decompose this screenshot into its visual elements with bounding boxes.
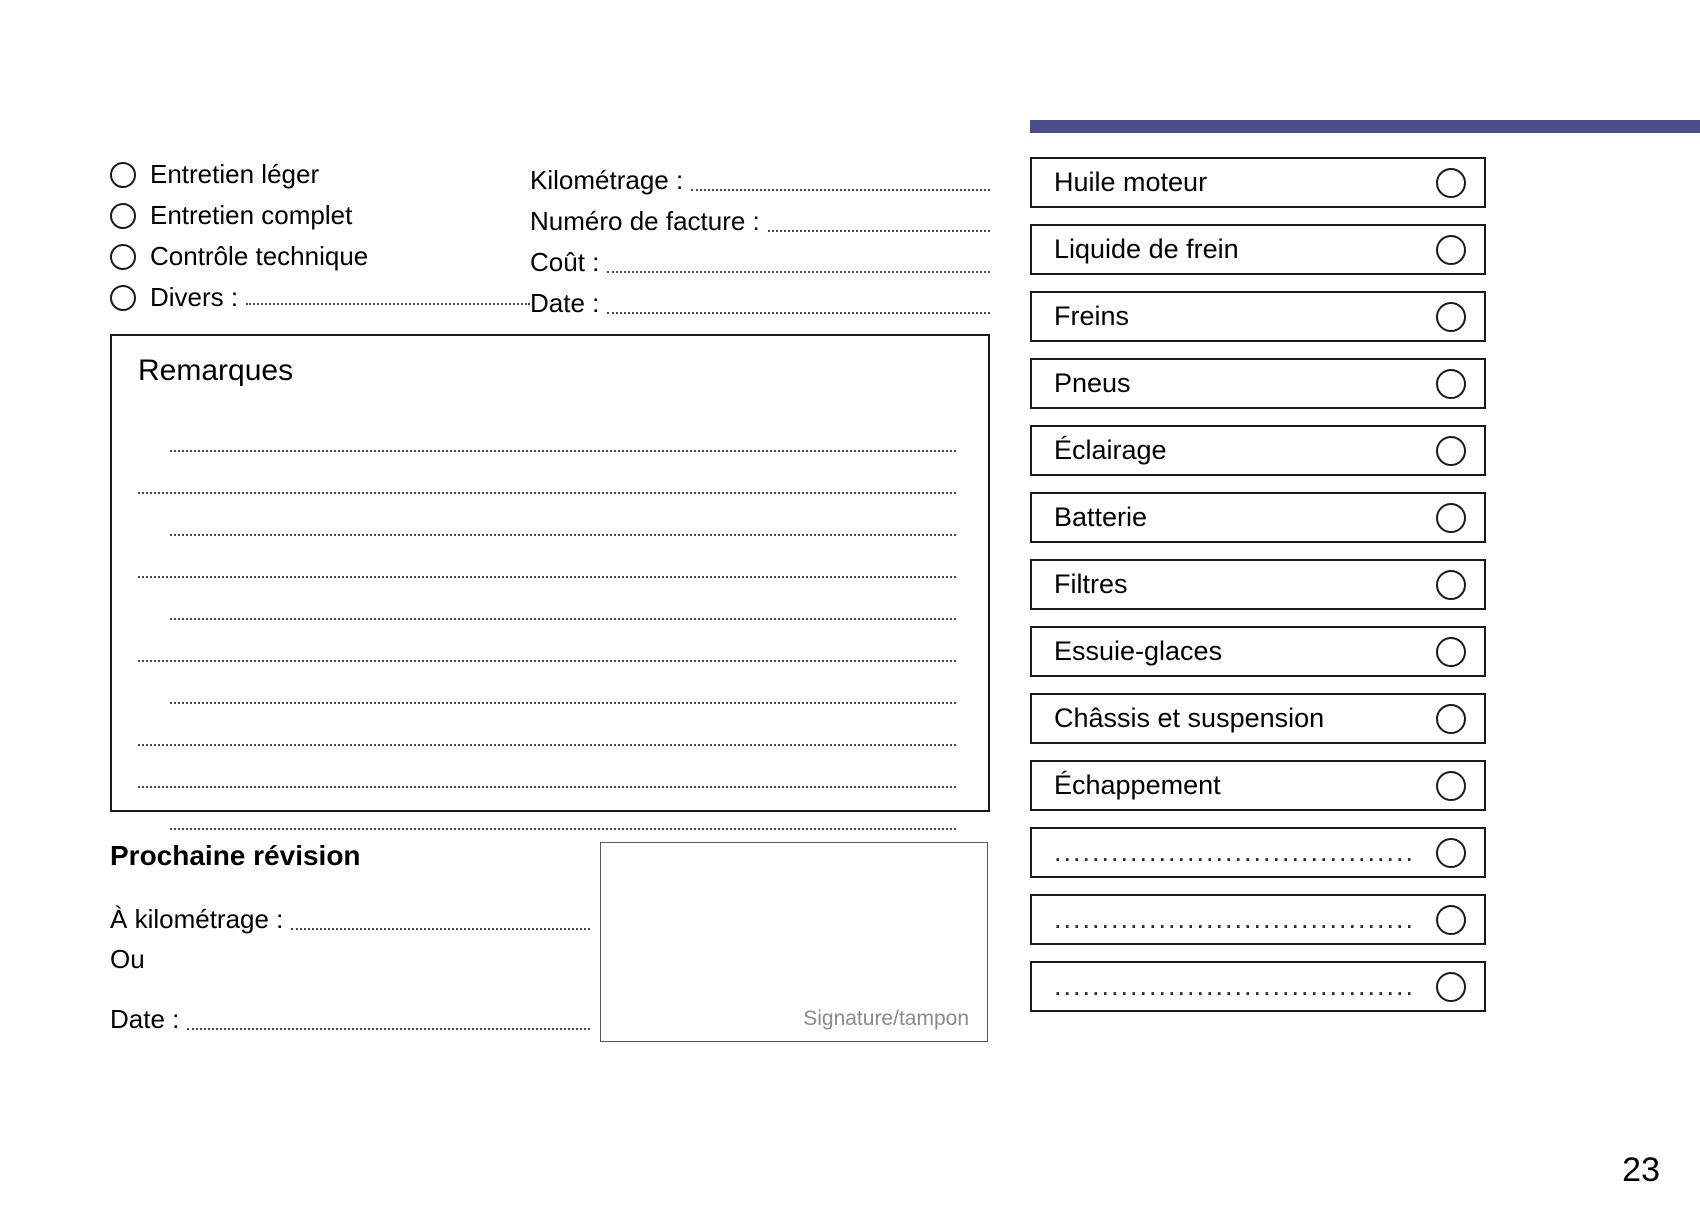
next-service-date-input[interactable] <box>187 1012 590 1030</box>
service-type-label: Entretien léger <box>150 159 320 189</box>
checkbox-circle-icon[interactable] <box>1436 168 1466 198</box>
remarks-line[interactable] <box>170 494 956 536</box>
checklist-item[interactable] <box>1030 157 1486 208</box>
checklist-item[interactable] <box>1030 425 1486 476</box>
remarks-line[interactable] <box>170 662 956 704</box>
cost-input[interactable] <box>607 255 990 273</box>
checklist-item[interactable] <box>1030 492 1486 543</box>
checklist-item[interactable] <box>1030 358 1486 409</box>
checklist-item[interactable] <box>1030 760 1486 811</box>
checklist-item-blank-input[interactable]: ...................................... <box>1054 971 1416 1001</box>
invoice-field-row <box>530 195 990 236</box>
service-type-label: Entretien complet <box>150 200 353 230</box>
checklist-column <box>1030 157 1486 1028</box>
checklist-item-label: Essuie-glaces <box>1054 636 1223 666</box>
remarks-line[interactable] <box>138 620 956 662</box>
checklist-item-label: Pneus <box>1054 368 1131 398</box>
checklist-item[interactable] <box>1030 626 1486 677</box>
checkbox-circle-icon[interactable] <box>1436 704 1466 734</box>
checkbox-circle-icon[interactable] <box>1436 503 1466 533</box>
next-service-date-label: Date : <box>110 1004 180 1034</box>
invoice-field-row <box>530 277 990 318</box>
checkbox-circle-icon[interactable] <box>110 244 136 270</box>
checkbox-circle-icon[interactable] <box>1436 302 1466 332</box>
invoice-fields <box>530 150 990 318</box>
field-label-date: Date : <box>530 288 600 318</box>
checkbox-circle-icon[interactable] <box>1436 235 1466 265</box>
divers-input[interactable] <box>246 287 530 305</box>
signature-caption: Signature/tampon <box>803 1007 969 1030</box>
checklist-item[interactable] <box>1030 224 1486 275</box>
field-label-cost: Coût : <box>530 247 600 277</box>
invoice-field-row <box>530 154 990 195</box>
checklist-item-label: Échappement <box>1054 770 1221 800</box>
service-type-label: Contrôle technique <box>150 241 369 271</box>
left-column <box>110 150 990 812</box>
checklist-item-label: Filtres <box>1054 569 1128 599</box>
checklist-item-blank-input[interactable]: ...................................... <box>1054 837 1416 867</box>
checklist-item[interactable] <box>1030 291 1486 342</box>
remarks-box[interactable] <box>110 334 990 812</box>
checkbox-circle-icon[interactable] <box>1436 637 1466 667</box>
invoice-number-input[interactable] <box>768 214 990 232</box>
next-service-mileage-row <box>110 894 590 934</box>
checkbox-circle-icon[interactable] <box>1436 905 1466 935</box>
date-input[interactable] <box>607 296 990 314</box>
service-type-options <box>110 150 530 318</box>
remarks-line[interactable] <box>170 410 956 452</box>
checklist-item[interactable] <box>1030 693 1486 744</box>
checkbox-circle-icon[interactable] <box>1436 570 1466 600</box>
checkbox-circle-icon[interactable] <box>110 285 136 311</box>
remarks-line[interactable] <box>138 704 956 746</box>
checkbox-circle-icon[interactable] <box>1436 369 1466 399</box>
checkbox-circle-icon[interactable] <box>1436 771 1466 801</box>
checklist-item-label: Éclairage <box>1054 435 1167 465</box>
remarks-line[interactable] <box>138 746 956 788</box>
service-type-option[interactable] <box>110 195 530 236</box>
remarks-line[interactable] <box>138 452 956 494</box>
field-label-invoice-number: Numéro de facture : <box>530 206 760 236</box>
next-service-section <box>110 840 590 1044</box>
checkbox-circle-icon[interactable] <box>110 203 136 229</box>
service-type-option[interactable] <box>110 277 530 318</box>
invoice-field-row <box>530 236 990 277</box>
checklist-item-blank[interactable] <box>1030 894 1486 945</box>
checklist-item-label: Châssis et suspension <box>1054 703 1325 733</box>
header-accent-bar <box>1030 120 1700 133</box>
service-type-option[interactable] <box>110 236 530 277</box>
remarks-line[interactable] <box>170 788 956 830</box>
checklist-item-blank-input[interactable]: ...................................... <box>1054 904 1416 934</box>
checkbox-circle-icon[interactable] <box>1436 838 1466 868</box>
remarks-line[interactable] <box>138 536 956 578</box>
service-summary-grid <box>110 150 990 318</box>
checklist-item-label: Huile moteur <box>1054 167 1208 197</box>
remarks-title: Remarques <box>138 354 294 387</box>
service-type-label: Divers : <box>150 282 239 312</box>
signature-box[interactable] <box>600 842 988 1042</box>
checklist-item-label: Freins <box>1054 301 1130 331</box>
checkbox-circle-icon[interactable] <box>1436 972 1466 1002</box>
next-service-or-label: Ou <box>110 944 145 974</box>
checkbox-circle-icon[interactable] <box>110 162 136 188</box>
next-service-mileage-label: À kilométrage : <box>110 904 284 934</box>
remarks-line[interactable] <box>170 578 956 620</box>
next-service-mileage-input[interactable] <box>291 912 590 930</box>
next-service-title: Prochaine révision <box>110 840 361 871</box>
service-type-option[interactable] <box>110 154 530 195</box>
checklist-item-label: Batterie <box>1054 502 1148 532</box>
checklist-item-label: Liquide de frein <box>1054 234 1239 264</box>
field-label-mileage: Kilométrage : <box>530 165 684 195</box>
checklist-item[interactable] <box>1030 559 1486 610</box>
page-number: 23 <box>1622 1151 1660 1189</box>
mileage-input[interactable] <box>691 173 990 191</box>
checkbox-circle-icon[interactable] <box>1436 436 1466 466</box>
next-service-date-row <box>110 994 590 1034</box>
checklist-item-blank[interactable] <box>1030 961 1486 1012</box>
checklist-item-blank[interactable] <box>1030 827 1486 878</box>
